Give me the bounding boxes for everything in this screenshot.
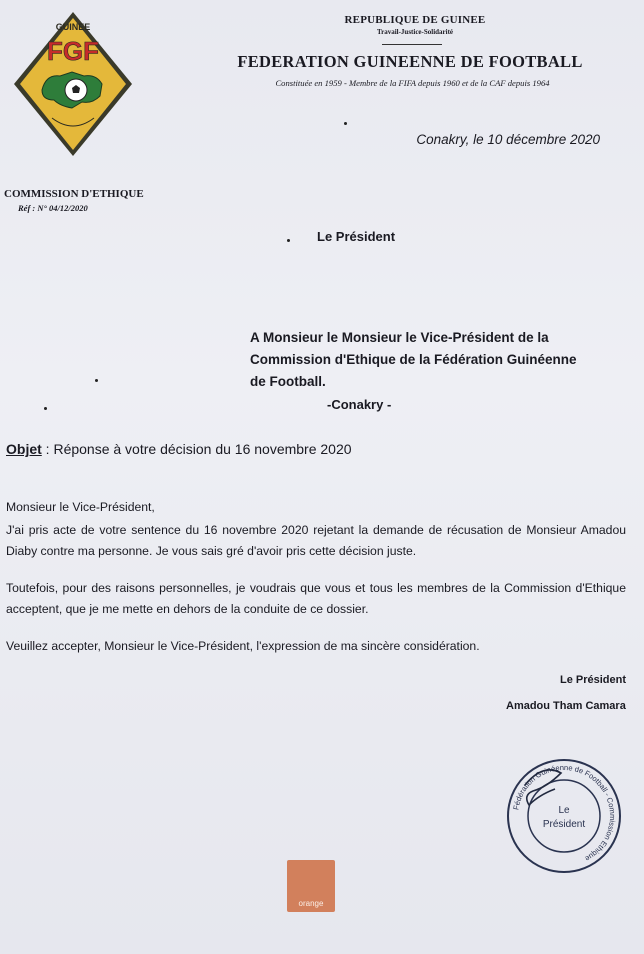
paper-speck	[287, 239, 290, 242]
recipient-address	[250, 327, 610, 393]
paper-speck	[344, 122, 347, 125]
federation-subtitle: Constituée en 1959 - Membre de la FIFA depuis 1960 et de la CAF depuis 1964	[275, 78, 550, 88]
place-date: Conakry, le 10 décembre 2020	[416, 132, 600, 147]
paper-speck	[95, 379, 98, 382]
orange-brand-logo	[287, 860, 335, 912]
recipient-line: Commission d'Ethique de la Fédération Guinéenne	[250, 352, 577, 367]
signature-name: Amadou Tham Camara	[506, 700, 626, 712]
signature-title: Le Président	[560, 674, 627, 686]
logo-initials: FGF	[47, 36, 99, 66]
commission-title: COMMISSION D'ETHIQUE	[4, 188, 144, 200]
official-stamp	[503, 755, 625, 877]
logo-top-text: GUINEE	[55, 22, 91, 32]
sender-title: Le Président	[317, 229, 396, 244]
body-paragraph: Toutefois, pour des raisons personnelles, je voudrais que vous et tous les membres de la Commission d'Ethique acceptent, que je me mette en dehors de la conduite de ce dossier.	[6, 581, 626, 616]
subject-text: Réponse à votre décision du 16 novembre 2020	[53, 441, 352, 457]
stamp-center-line: Le	[558, 805, 570, 816]
recipient-line: de Football.	[250, 374, 326, 389]
brand-logo-text: orange	[298, 899, 324, 908]
salutation: Monsieur le Vice-Président,	[6, 500, 155, 514]
body-paragraph: J'ai pris acte de votre sentence du 16 novembre 2020 rejetant la demande de récusation de Monsieur Amadou Diaby contre ma personne. Je vous sais gré d'avoir pris cette décision juste.	[6, 523, 626, 558]
subject-label: Objet	[6, 441, 42, 457]
recipient-line: A Monsieur le Monsieur le Vice-Président de la	[250, 330, 549, 345]
subject-line	[6, 441, 352, 457]
stamp-center-line: Président	[542, 819, 586, 830]
recipient-city: -Conakry -	[327, 397, 392, 412]
stamp-ring-text: Fédération Guinéenne de Football - Commission Ethique	[511, 762, 618, 864]
reference-number: Réf : N° 04/12/2020	[18, 203, 88, 213]
closing-paragraph: Veuillez accepter, Monsieur le Vice-Président, l'expression de ma sincère considération.	[6, 639, 480, 653]
header-divider	[382, 44, 442, 45]
republic-title: REPUBLIQUE DE GUINEE	[344, 14, 486, 26]
federation-name: FEDERATION GUINEENNE DE FOOTBALL	[237, 52, 583, 71]
republic-motto: Travail-Justice-Solidarité	[376, 28, 454, 36]
fgf-logo	[12, 10, 134, 158]
subject-separator: :	[41, 441, 54, 457]
paper-speck	[44, 407, 47, 410]
